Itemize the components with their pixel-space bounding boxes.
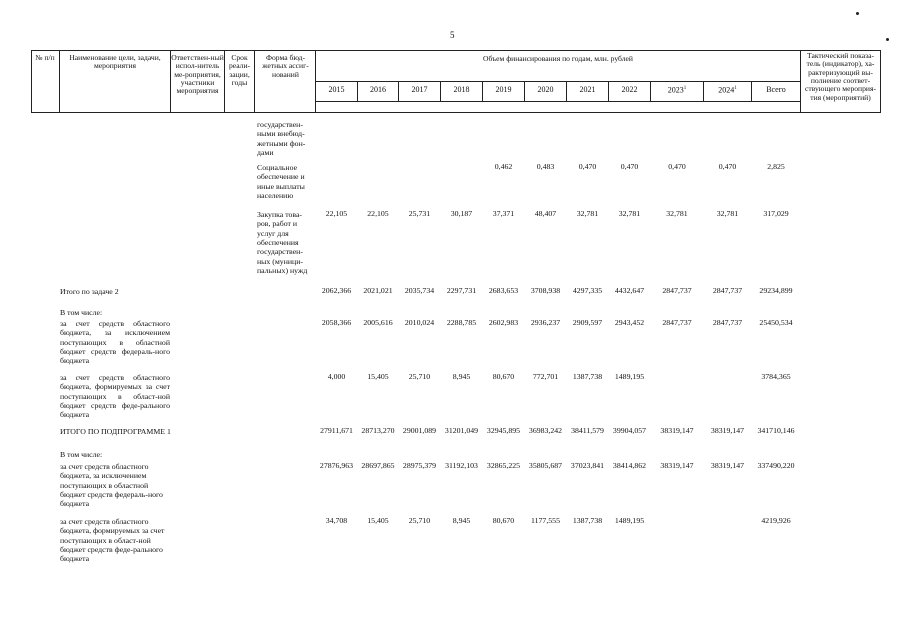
table-row: 2058,366 2005,616 2010,024 2288,785 2602,983 2936,237 2909,597 2943,452 2847,737 2847,737 25450,534 — [321, 318, 793, 327]
table-row: 2062,366 2021,021 2035,734 2297,731 2683,653 3708,938 4297,335 4432,647 2847,737 2847,737 29234,899 — [321, 286, 793, 295]
year-2020: 2020 — [537, 85, 554, 94]
header-tactical-indicator: Тактический показа-тель (индикатор), ха-рактеризующий вы-полнение соответ-ствующего мероприя-тия (мероприятий) — [804, 51, 877, 102]
year-2019: 2019 — [495, 85, 512, 94]
year-total: Всего — [766, 85, 786, 94]
header-term: Срок реали-зации, годы — [228, 53, 251, 88]
form-cell-off-budget-funds: государствен-ными внебюд-жетными фон-дами — [257, 120, 306, 158]
table-row: 22,105 22,105 25,731 30,187 37,371 48,407 32,781 32,781 32,781 32,781 317,029 — [325, 209, 789, 218]
row-label-federal-transfers: за счет средств областного бюджета, формируемых за счет поступающих в област-ной бюджет средств феде-рального бюджета — [60, 373, 170, 420]
year-2021: 2021 — [579, 85, 596, 94]
header-financing: Объем финансирования по годам, млн. рублей — [483, 54, 633, 63]
scan-dot — [856, 12, 859, 15]
table-row: 27911,671 28713,270 29001,089 31201,049 32945,895 36983,242 38411,579 39904,057 38319,147 38319,147 341710,146 — [320, 426, 795, 435]
scan-dot — [886, 38, 889, 41]
year-2024: 2024$^1$ — [718, 85, 737, 95]
row-label-task2-total: Итого по задаче 2 — [60, 287, 119, 296]
row-label-subprogram-total: ИТОГО ПО ПОДПРОГРАММЕ 1 — [60, 427, 171, 436]
row-label-federal-transfers: за счет средств областного бюджета, формируемых за счет поступающих в област-ной бюджет средств феде-рального бюджета — [60, 517, 165, 564]
year-2017: 2017 — [411, 85, 428, 94]
row-label-including: В том числе: — [60, 308, 103, 317]
header-num: № п/п — [35, 53, 55, 62]
year-2016: 2016 — [370, 85, 386, 94]
year-2022: 2022 — [621, 85, 638, 94]
year-2018: 2018 — [453, 85, 470, 94]
header-form: Форма бюд-жетных ассиг-нований — [262, 53, 309, 79]
table-row: 4,000 15,405 25,710 8,945 80,670 772,701 1387,738 1489,195 3784,365 — [327, 372, 791, 381]
page-number: 5 — [450, 30, 455, 40]
table-row: 34,708 15,405 25,710 8,945 80,670 1177,555 1387,738 1489,195 4219,926 — [325, 516, 791, 525]
year-2015: 2015 — [328, 85, 345, 94]
form-cell-procurement: Закупка това-ров, работ и услуг для обеспечения государствен-ных (муници-пальных) нужд — [257, 210, 308, 276]
year-2023: 2023$^1$ — [667, 85, 687, 95]
row-label-including: В том числе: — [60, 450, 103, 459]
header-name: Наименование цели, задачи, мероприятия — [69, 53, 161, 71]
table-row: 27876,963 28697,865 28975,379 31192,103 32865,225 35805,687 37023,841 38414,862 38319,147 38319,147 337490,220 — [319, 461, 795, 470]
form-cell-social-payments: Социальное обеспечение и иные выплаты населению — [257, 163, 305, 201]
row-label-regional-budget: за счет средств областного бюджета, за исключением поступающих в областной бюджет средств федераль-ного бюджета — [60, 462, 163, 509]
table-row: 0,462 0,483 0,470 0,470 0,470 0,470 2,825 — [494, 162, 785, 171]
header-responsible: Ответствен-ный испол-нитель ме-роприятия, участники мероприятия — [171, 53, 224, 96]
row-label-regional-budget: за счет средств областного бюджета, за исключением поступающих в областной бюджет средств федераль-ного бюджета — [60, 319, 170, 366]
